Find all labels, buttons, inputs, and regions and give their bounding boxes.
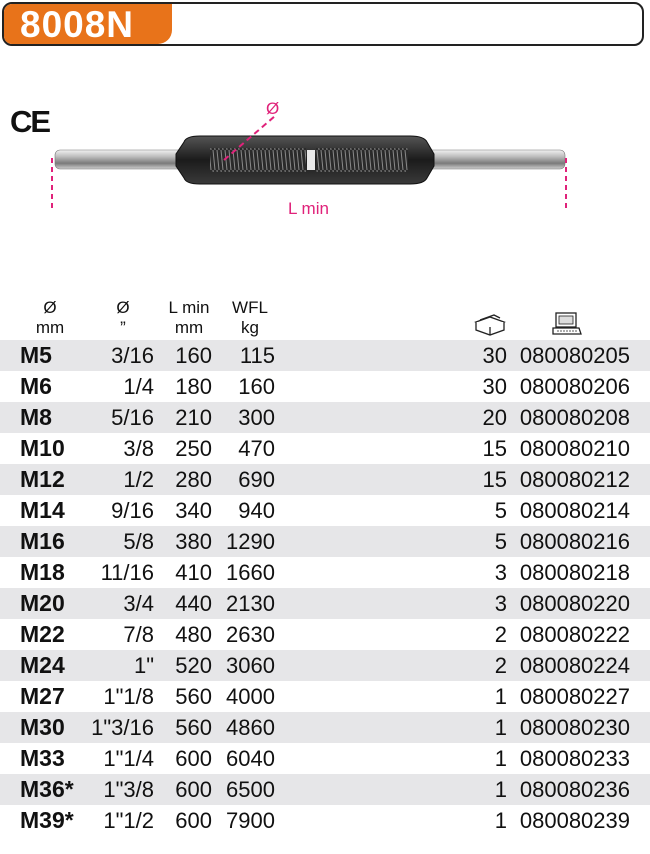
table-row [0, 681, 650, 712]
table-row [0, 743, 650, 774]
cell-code: 080080214 [519, 498, 630, 523]
table-row [0, 464, 650, 495]
cell-code: 080080239 [519, 808, 630, 833]
cell-wfl: 4860 [226, 715, 275, 740]
package-box-icon [474, 314, 506, 336]
cell-wfl: 2630 [226, 622, 275, 647]
cell-qty: 2 [494, 653, 507, 678]
cell-inch: 9/16 [111, 498, 154, 523]
cell-size: M8 [20, 404, 52, 430]
cell-inch: 1/4 [123, 374, 154, 399]
cell-code: 080080212 [519, 467, 630, 492]
cell-qty: 15 [482, 436, 507, 461]
cell-lmin: 480 [175, 622, 212, 647]
table-row [0, 402, 650, 433]
cell-code: 080080208 [519, 405, 630, 430]
table-row [0, 495, 650, 526]
cell-qty: 2 [494, 622, 507, 647]
diameter-label: Ø [266, 99, 280, 118]
cell-lmin: 180 [175, 374, 212, 399]
cell-code: 080080205 [519, 343, 630, 368]
cell-code: 080080220 [519, 591, 630, 616]
cell-size: M24 [20, 652, 65, 678]
cell-wfl: 115 [239, 343, 275, 368]
title-bar [2, 2, 644, 46]
cell-inch: 5/8 [123, 529, 154, 554]
lmin-label: L min [288, 199, 329, 218]
cell-lmin: 560 [175, 684, 212, 709]
cell-qty: 1 [494, 715, 507, 740]
left-rod [55, 150, 190, 169]
cell-inch: 1"1/2 [103, 808, 154, 833]
cell-qty: 20 [482, 405, 507, 430]
cell-code: 080080222 [519, 622, 630, 647]
cell-qty: 5 [494, 498, 507, 523]
table-row [0, 774, 650, 805]
cell-code: 080080227 [519, 684, 630, 709]
cell-code: 080080216 [519, 529, 630, 554]
cell-qty: 1 [494, 684, 507, 709]
cell-wfl: 1290 [226, 529, 275, 554]
cell-lmin: 160 [175, 343, 212, 368]
cell-qty: 1 [494, 808, 507, 833]
cell-qty: 1 [494, 746, 507, 771]
cell-code: 080080210 [519, 436, 630, 461]
cell-inch: 1/2 [123, 467, 154, 492]
cell-wfl: 4000 [226, 684, 275, 709]
cell-size: M14 [20, 497, 65, 523]
cell-inch: 1" [133, 653, 154, 678]
cell-qty: 30 [482, 343, 507, 368]
cell-wfl: 1660 [226, 560, 275, 585]
table-row [0, 340, 650, 371]
cell-lmin: 600 [175, 808, 212, 833]
cell-lmin: 340 [175, 498, 212, 523]
header-lmin: L min mm [168, 298, 210, 337]
cell-size: M33 [20, 745, 65, 771]
cell-lmin: 410 [175, 560, 212, 585]
cell-inch: 1"1/4 [103, 746, 154, 771]
cell-size: M16 [20, 528, 65, 554]
header-size: Ø mm [35, 298, 65, 337]
cell-size: M36* [20, 776, 74, 802]
cell-size: M10 [20, 435, 65, 461]
table-row [0, 805, 650, 836]
header-inch: Ø ” [116, 298, 130, 337]
cell-inch: 3/4 [123, 591, 154, 616]
cell-size: M30 [20, 714, 65, 740]
cell-qty: 3 [494, 560, 507, 585]
cell-inch: 3/8 [123, 436, 154, 461]
table-row [0, 433, 650, 464]
cell-lmin: 600 [175, 746, 212, 771]
cell-wfl: 300 [238, 405, 275, 430]
thread-right [316, 148, 408, 172]
page-title: 8008N [20, 4, 135, 45]
cell-inch: 11/16 [100, 560, 154, 585]
ce-mark: CE [10, 104, 50, 139]
table-row [0, 712, 650, 743]
cell-wfl: 7900 [226, 808, 275, 833]
cell-size: M39* [20, 807, 74, 833]
cell-inch: 1"3/8 [103, 777, 154, 802]
cell-qty: 1 [494, 777, 507, 802]
cell-size: M6 [20, 373, 52, 399]
table-row [0, 650, 650, 681]
cell-wfl: 6040 [226, 746, 275, 771]
cell-code: 080080218 [519, 560, 630, 585]
cell-code: 080080233 [519, 746, 630, 771]
cell-wfl: 3060 [226, 653, 275, 678]
cell-qty: 30 [482, 374, 507, 399]
cell-inch: 7/8 [123, 622, 154, 647]
cell-size: M12 [20, 466, 65, 492]
table-row [0, 588, 650, 619]
cell-wfl: 6500 [226, 777, 275, 802]
cell-size: M22 [20, 621, 65, 647]
table-row [0, 557, 650, 588]
cell-lmin: 560 [175, 715, 212, 740]
cell-inch: 3/16 [111, 343, 154, 368]
header-wfl: WFL kg [232, 298, 268, 337]
cell-wfl: 940 [238, 498, 275, 523]
cell-lmin: 250 [175, 436, 212, 461]
cell-wfl: 690 [238, 467, 275, 492]
table-row [0, 371, 650, 402]
title-tab [4, 4, 172, 44]
cell-size: M27 [20, 683, 65, 709]
cell-qty: 5 [494, 529, 507, 554]
cell-lmin: 280 [175, 467, 212, 492]
table-row [0, 619, 650, 650]
cell-lmin: 440 [175, 591, 212, 616]
cell-wfl: 2130 [226, 591, 275, 616]
cell-size: M20 [20, 590, 65, 616]
cell-wfl: 160 [238, 374, 275, 399]
cell-wfl: 470 [238, 436, 275, 461]
cell-lmin: 380 [175, 529, 212, 554]
right-rod [425, 150, 565, 169]
cell-size: M18 [20, 559, 65, 585]
cell-inch: 1"1/8 [103, 684, 154, 709]
cell-code: 080080224 [519, 653, 630, 678]
cell-lmin: 600 [175, 777, 212, 802]
turnbuckle-diagram [0, 90, 650, 230]
cell-lmin: 210 [175, 405, 212, 430]
table-row [0, 526, 650, 557]
cell-inch: 5/16 [111, 405, 154, 430]
cell-inch: 1"3/16 [91, 715, 154, 740]
cell-code: 080080236 [519, 777, 630, 802]
cell-lmin: 520 [175, 653, 212, 678]
cell-code: 080080230 [519, 715, 630, 740]
cell-code: 080080206 [519, 374, 630, 399]
cell-size: M5 [20, 342, 52, 368]
cell-qty: 15 [482, 467, 507, 492]
cell-qty: 3 [494, 591, 507, 616]
barcode-terminal-icon [552, 312, 582, 336]
